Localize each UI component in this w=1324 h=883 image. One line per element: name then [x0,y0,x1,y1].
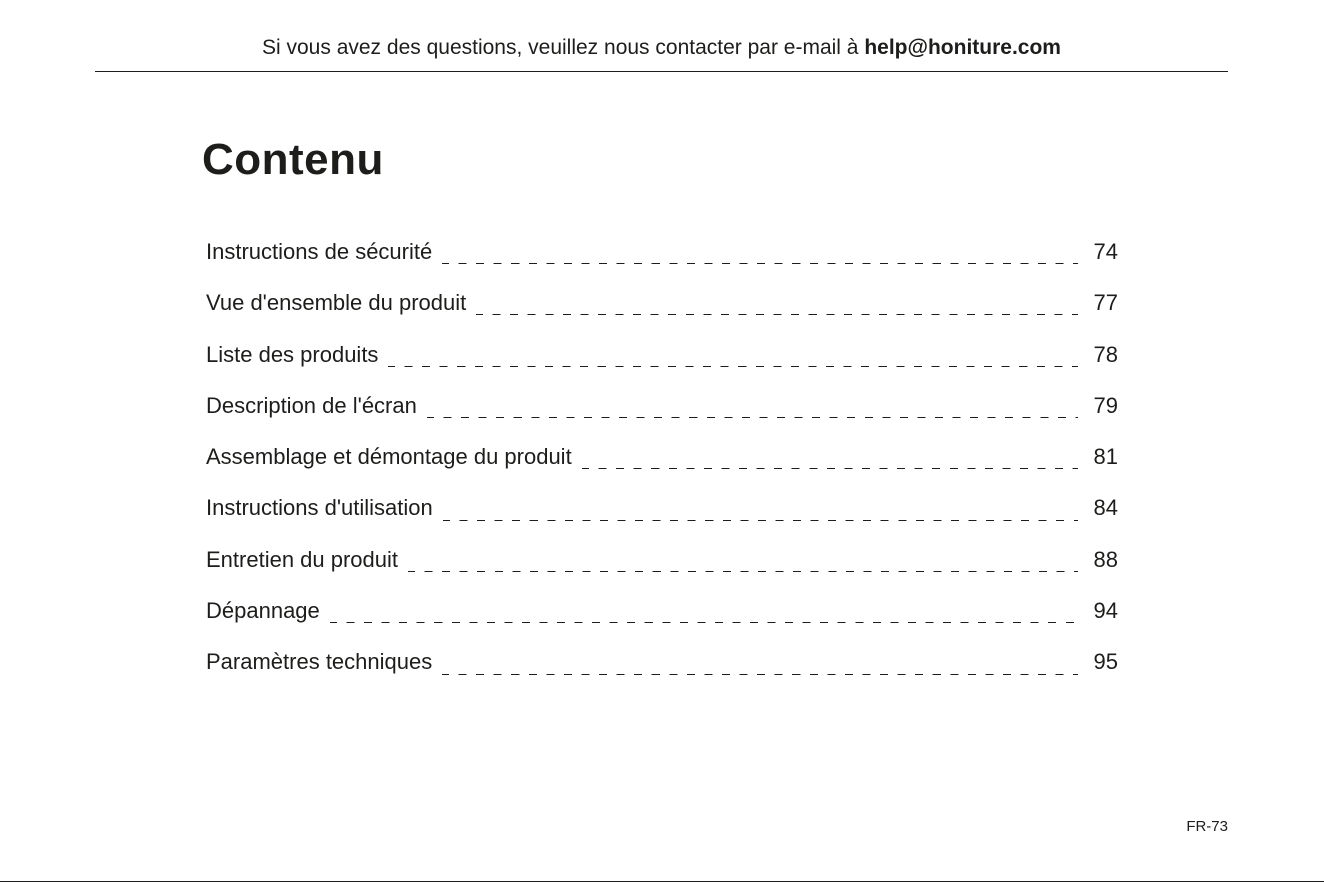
toc-entry-entretien[interactable] [206,544,1118,595]
page-title: Contenu [202,135,384,184]
toc-leader-dashes [476,314,1078,315]
toc-entry-label: Description de l'écran [206,392,417,418]
page-number: FR-73 [1186,818,1228,835]
toc-entry-label: Dépannage [206,598,320,624]
toc-leader-dashes [427,417,1078,418]
toc-entry-label: Vue d'ensemble du produit [206,290,467,316]
toc-entry-page: 84 [1093,495,1118,521]
toc-entry-label: Instructions de sécurité [206,239,433,264]
toc-entry-page: 81 [1093,444,1118,470]
toc-entry-vue-d-ensemble[interactable] [206,287,1118,338]
page-bottom-edge [0,881,1324,882]
toc-entry-label: Instructions d'utilisation [206,495,433,521]
toc-entry-page: 74 [1093,239,1118,264]
contact-email-link[interactable]: help@honiture.com [864,36,1061,59]
toc-entry-page: 88 [1093,546,1118,572]
toc-entry-page: 79 [1093,392,1118,418]
toc-entry-page: 78 [1093,341,1118,367]
toc-leader-dashes [582,468,1078,469]
toc-entry-description-ecran[interactable] [206,390,1118,441]
toc-leader-dashes [442,674,1078,675]
toc-entry-label: Entretien du produit [206,546,399,572]
toc-entry-page: 94 [1093,598,1118,624]
toc-entry-instructions-utilisation[interactable] [206,492,1118,543]
toc-leader-dashes [442,263,1078,264]
toc-leader-dashes [443,520,1078,521]
toc-entry-label: Liste des produits [206,341,379,367]
toc-entry-instructions-de-securite[interactable] [206,236,1118,287]
toc-entry-label: Paramètres techniques [206,649,433,675]
toc-leader-dashes [408,571,1078,572]
toc-leader-dashes [388,366,1078,367]
toc-entry-parametres-techniques[interactable] [206,646,1118,697]
toc-entry-depannage[interactable] [206,595,1118,646]
contact-text: Si vous avez des questions, veuillez nous contacter par e-mail à [262,36,859,59]
toc-entry-page: 77 [1093,290,1118,316]
toc-entry-page: 95 [1093,649,1118,675]
toc-entry-assemblage[interactable] [206,441,1118,492]
toc-leader-dashes [330,622,1078,623]
table-of-contents [206,236,1118,698]
toc-entry-label: Assemblage et démontage du produit [206,444,572,470]
header-divider [95,71,1228,72]
contact-header [95,33,1228,63]
toc-entry-liste-des-produits[interactable] [206,339,1118,390]
